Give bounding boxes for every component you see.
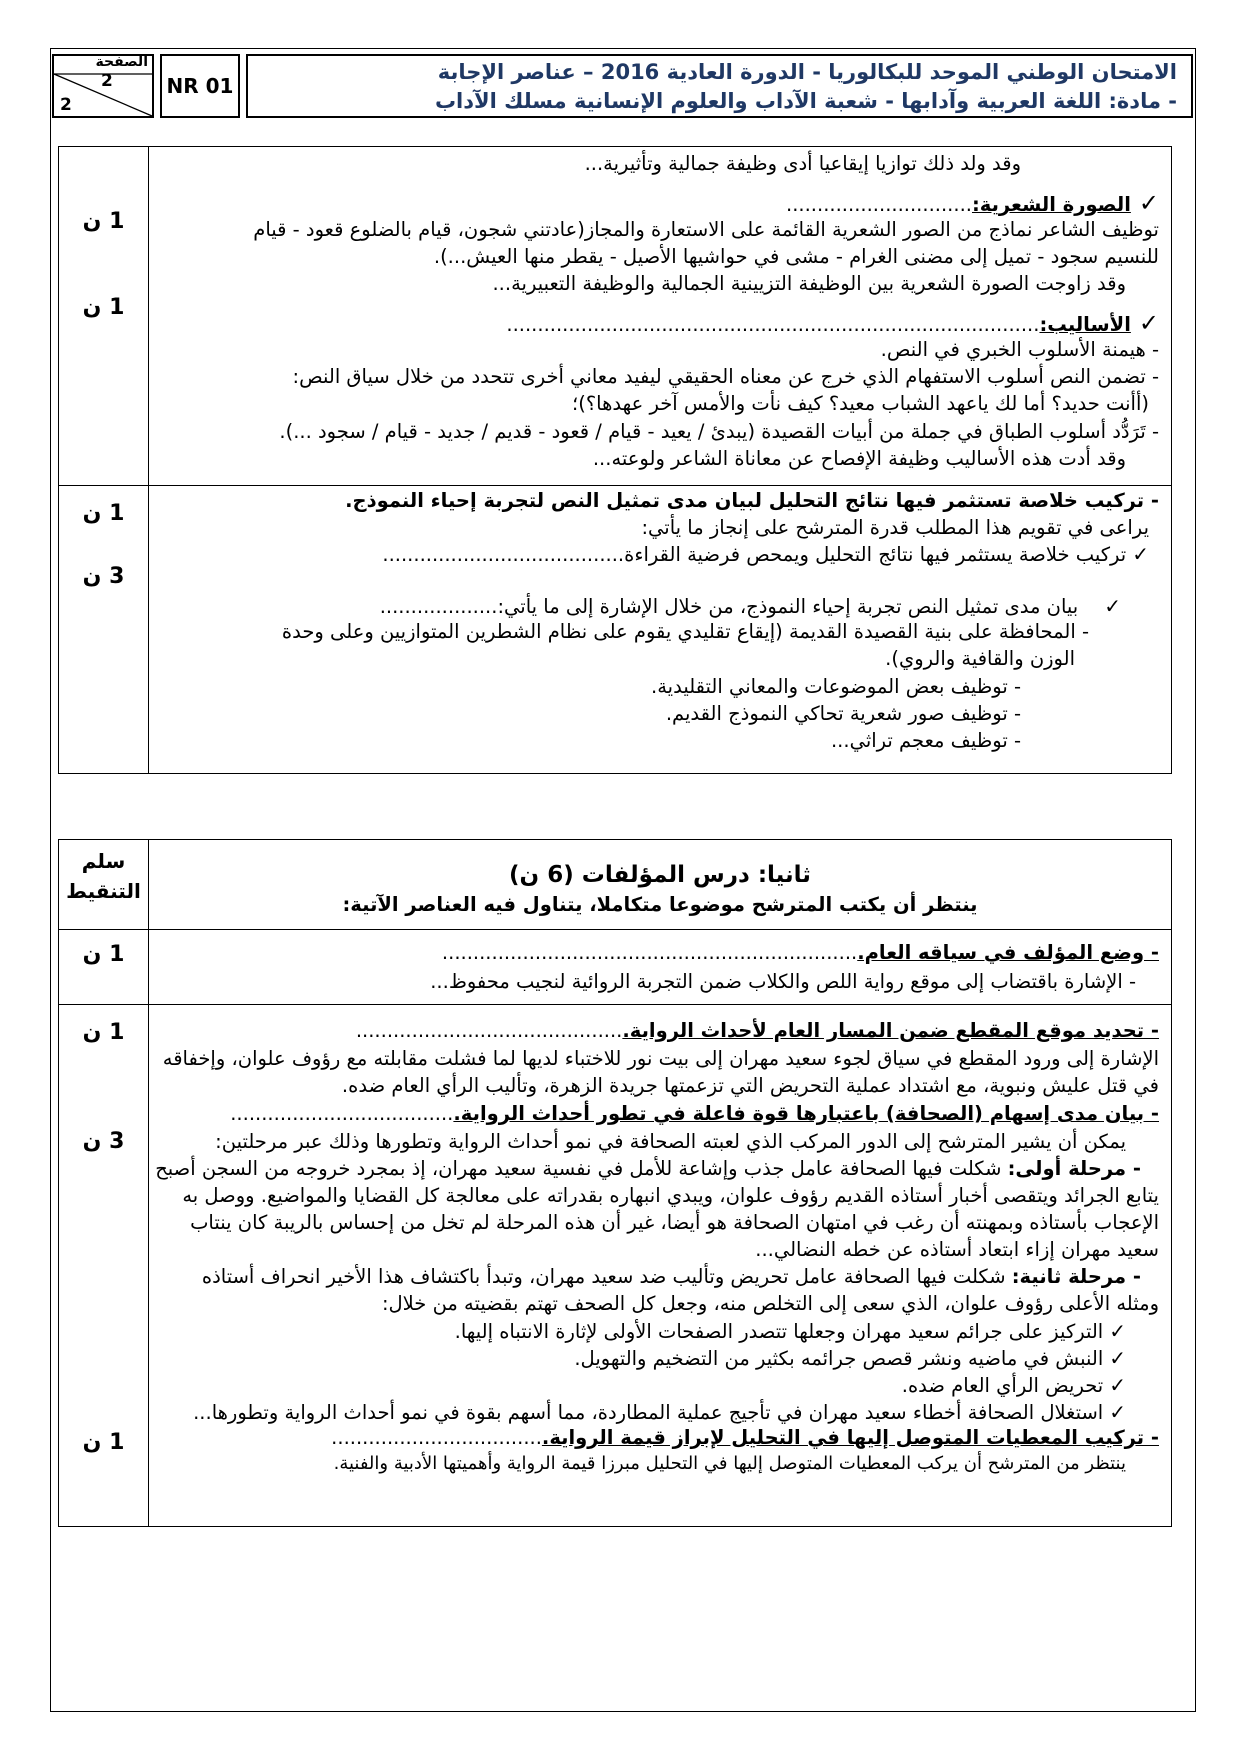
- section-subtitle: ينتظر أن يكتب المترشح موضوعا متكاملا، يتناول فيه العناصر الآتية:: [342, 893, 978, 916]
- styles-line: - هيمنة الأسلوب الخبري في النص.: [880, 338, 1159, 361]
- exam-title-line-1: الامتحان الوطني الموحد للبكالوريا - الدورة العادية 2016 – عناصر الإجابة: [437, 60, 1177, 84]
- check-icon: ✓: [1109, 1319, 1126, 1343]
- check-icon: ✓: [1132, 542, 1149, 566]
- check-icon: ✓: [1109, 1373, 1126, 1397]
- synthesis-item-2: ✓بيان مدى تمثيل النص تجربة إحياء النموذج، من خلال الإشارة إلى ما يأتي:...................: [379, 594, 1121, 618]
- press-check-item: ✓استغلال الصحافة أخطاء سعيد مهران في تأجيج عملية المطاردة، مما أسهم بقوة في نمو أحداث الرواية وتطورها...: [193, 1400, 1126, 1424]
- row-divider: [59, 1004, 1171, 1005]
- press-phase-2: - مرحلة ثانية: شكلت فيها الصحافة عامل تحريض وتأليب ضد سعيد مهران، وتبدأ باكتشاف هذا الأخير انحراف أستاذه: [201, 1265, 1141, 1288]
- poetic-image-line: وقد زاوجت الصورة الشعرية بين الوظيفة التزيينية الجمالية والوظيفة التعبيرية...: [492, 272, 1126, 295]
- check-icon: ✓: [1104, 594, 1121, 618]
- score-synthesis-2: 3 ن: [82, 564, 125, 589]
- score-press: 3 ن: [82, 1129, 125, 1154]
- answer-table-1: [58, 146, 1172, 774]
- check-icon: ✓: [1138, 309, 1159, 337]
- row-divider: [59, 929, 1171, 930]
- synthesis-intro: يراعى في تقويم هذا المطلب قدرة المترشح على إنجاز ما يأتي:: [641, 516, 1149, 539]
- synthesis-title: - تركيب خلاصة تستثمر فيها نتائج التحليل لبيان مدى تمثيل النص لتجربة إحياء النموذج.: [345, 489, 1159, 512]
- score-synthesis-1: 1 ن: [82, 501, 125, 526]
- styles-heading: ✓الأساليب:......................................................................................: [506, 309, 1159, 337]
- press-check-item: ✓تحريض الرأي العام ضده.: [901, 1373, 1126, 1397]
- synthesis-sub-line: - توظيف معجم تراثي...: [830, 729, 1021, 752]
- press-phase-2-line: ومثله الأعلى رؤوف علوان، الذي سعى إلى التخلص منه، وجعل كل الصحف تهتم بقضيته من خلال:: [381, 1292, 1159, 1315]
- page-number: 2: [101, 71, 113, 91]
- answer-table-2: [58, 839, 1172, 1527]
- styles-line: (أأنت حديد؟ أما لك ياعهد الشباب معيد؟ كيف نأت والأمس آخر عهدها؟)؛: [572, 392, 1149, 415]
- press-phase-1: - مرحلة أولى: شكلت فيها الصحافة عامل جذب وإشاعة للأمل في نفسية سعيد مهران، إذ بمجرد خروجه من السجن أصبح: [155, 1157, 1141, 1180]
- position-heading: - تحديد موقع المقطع ضمن المسار العام لأحداث الرواية............................................: [355, 1019, 1159, 1042]
- synthesis-novel-heading: - تركيب المعطيات المتوصل إليها في التحليل لإبراز قيمة الرواية...................................: [331, 1426, 1159, 1449]
- press-phase-1-line: الإعجاب بأستاذه وبمهنته أن رغب في امتهان الصحافة هو أيضا، غير أن هذه المرحلة لم تخل من إحساس بالريبة كان ينتاب: [190, 1211, 1159, 1234]
- synthesis-sub-line: - توظيف صور شعرية تحاكي النموذج القديم.: [665, 702, 1021, 725]
- score-poetic-image: 1 ن: [82, 209, 125, 234]
- row-divider: [59, 485, 1171, 486]
- page-total: 2: [60, 95, 72, 115]
- press-phase-1-line: سعيد مهران إزاء ابتعاد أستاذه عن خطه النضالي...: [755, 1238, 1159, 1261]
- exam-title-line-2: - مادة: اللغة العربية وآدابها - شعبة الآداب والعلوم الإنسانية مسلك الآداب: [434, 89, 1177, 113]
- score-context: 1 ن: [82, 942, 125, 967]
- press-phase-1-line: يتابع الجرائد ويتقصى أخبار أستاذه القديم رؤوف علوان، ويبدي انبهاره بقدراته على معالجة كل القضايا والمواضيع. ووصل به: [182, 1184, 1159, 1207]
- poetic-image-line: للنسيم سجود - تميل إلى مضنى الغرام - مشى في حواشيها الأصيل - يقطر منها العيش...).: [433, 245, 1159, 268]
- styles-line: - تضمن النص أسلوب الاستفهام الذي خرج عن معناه الحقيقي ليفيد معاني أخرى تتحدد من خلال سياق النص:: [292, 365, 1159, 388]
- section-title: ثانيا: درس المؤلفات (6 ن): [509, 862, 811, 888]
- exam-title-box: [246, 54, 1193, 118]
- check-icon: ✓: [1138, 189, 1159, 217]
- press-check-item: ✓التركيز على جرائم سعيد مهران وجعلها تتصدر الصفحات الأولى لإثارة الانتباه إليها.: [454, 1319, 1126, 1343]
- score-styles: 1 ن: [82, 295, 125, 320]
- poetic-image-heading: ✓الصورة الشعرية:..............................: [786, 189, 1159, 217]
- page-label: الصفحة: [95, 54, 148, 70]
- exam-code-box: [160, 54, 240, 118]
- rhythm-conclusion: وقد ولد ذلك توازيا إيقاعيا أدى وظيفة جمالية وتأثيرية...: [584, 152, 1021, 175]
- synthesis-novel-line: ينتظر من المترشح أن يركب المعطيات المتوصل إليها في التحليل مبرزا قيمة الرواية وأهميتها الأدبية والفنية.: [333, 1453, 1126, 1474]
- score-column-divider: [148, 840, 149, 1526]
- context-line: - الإشارة باقتضاب إلى موقع رواية اللص والكلاب ضمن التجربة الروائية لنجيب محفوظ...: [430, 970, 1136, 993]
- synthesis-sub-line: - المحافظة على بنية القصيدة القديمة (إيقاع تقليدي يقوم على نظام الشطرين المتوازيين وعلى وحدة: [281, 620, 1089, 643]
- exam-code: NR 01: [166, 73, 234, 98]
- position-line: الإشارة إلى ورود المقطع في سياق لجوء سعيد مهران إلى بيت نور للاختباء لديها لما فشلت مقابلته مع رؤوف علوان، وإخفاقه: [162, 1047, 1159, 1070]
- context-heading: - وضع المؤلف في سياقه العام....................................................................: [441, 941, 1159, 964]
- page-number-box: [52, 54, 154, 118]
- score-position: 1 ن: [82, 1020, 125, 1045]
- synthesis-sub-line: الوزن والقافية والروي).: [885, 647, 1075, 670]
- check-icon: ✓: [1109, 1346, 1126, 1370]
- score-column-divider: [148, 147, 149, 773]
- poetic-image-line: توظيف الشاعر نماذج من الصور الشعرية القائمة على الاستعارة والمجاز(عادتني شجون، قيام بالضلوع قعود - قيام: [253, 218, 1159, 241]
- synthesis-item-1: ✓تركيب خلاصة يستثمر فيها نتائج التحليل ويمحص فرضية القراءة.......................................: [382, 542, 1149, 566]
- score-synthesis-novel: 1 ن: [82, 1430, 125, 1455]
- position-line: في قتل عليش ونبوية، مع اشتداد عملية التحريض التي تزعمتها جريدة الزهرة، وتأليب الرأي العام ضده.: [341, 1074, 1159, 1097]
- press-heading: - بيان مدى إسهام (الصحافة) باعتبارها قوة فاعلة في تطور أحداث الرواية.....................................: [230, 1102, 1159, 1125]
- styles-line: وقد أدت هذه الأساليب وظيفة الإفصاح عن معاناة الشاعر ولوعته...: [592, 447, 1126, 470]
- grading-scale-header: سلم التنقيط: [66, 849, 141, 903]
- check-icon: ✓: [1109, 1400, 1126, 1424]
- styles-line: - تَرَدُّد أسلوب الطباق في جملة من أبيات القصيدة (يبدئ / يعيد - قيام / قعود - قديم / جديد - قيام / سجود ...).: [279, 420, 1159, 443]
- synthesis-sub-line: - توظيف بعض الموضوعات والمعاني التقليدية.: [651, 675, 1021, 698]
- press-check-item: ✓النبش في ماضيه ونشر قصص جرائمه بكثير من التضخيم والتهويل.: [574, 1346, 1126, 1370]
- press-intro: يمكن أن يشير المترشح إلى الدور المركب الذي لعبته الصحافة في نمو أحداث الرواية وتطورها وذلك عبر مرحلتين:: [215, 1130, 1126, 1153]
